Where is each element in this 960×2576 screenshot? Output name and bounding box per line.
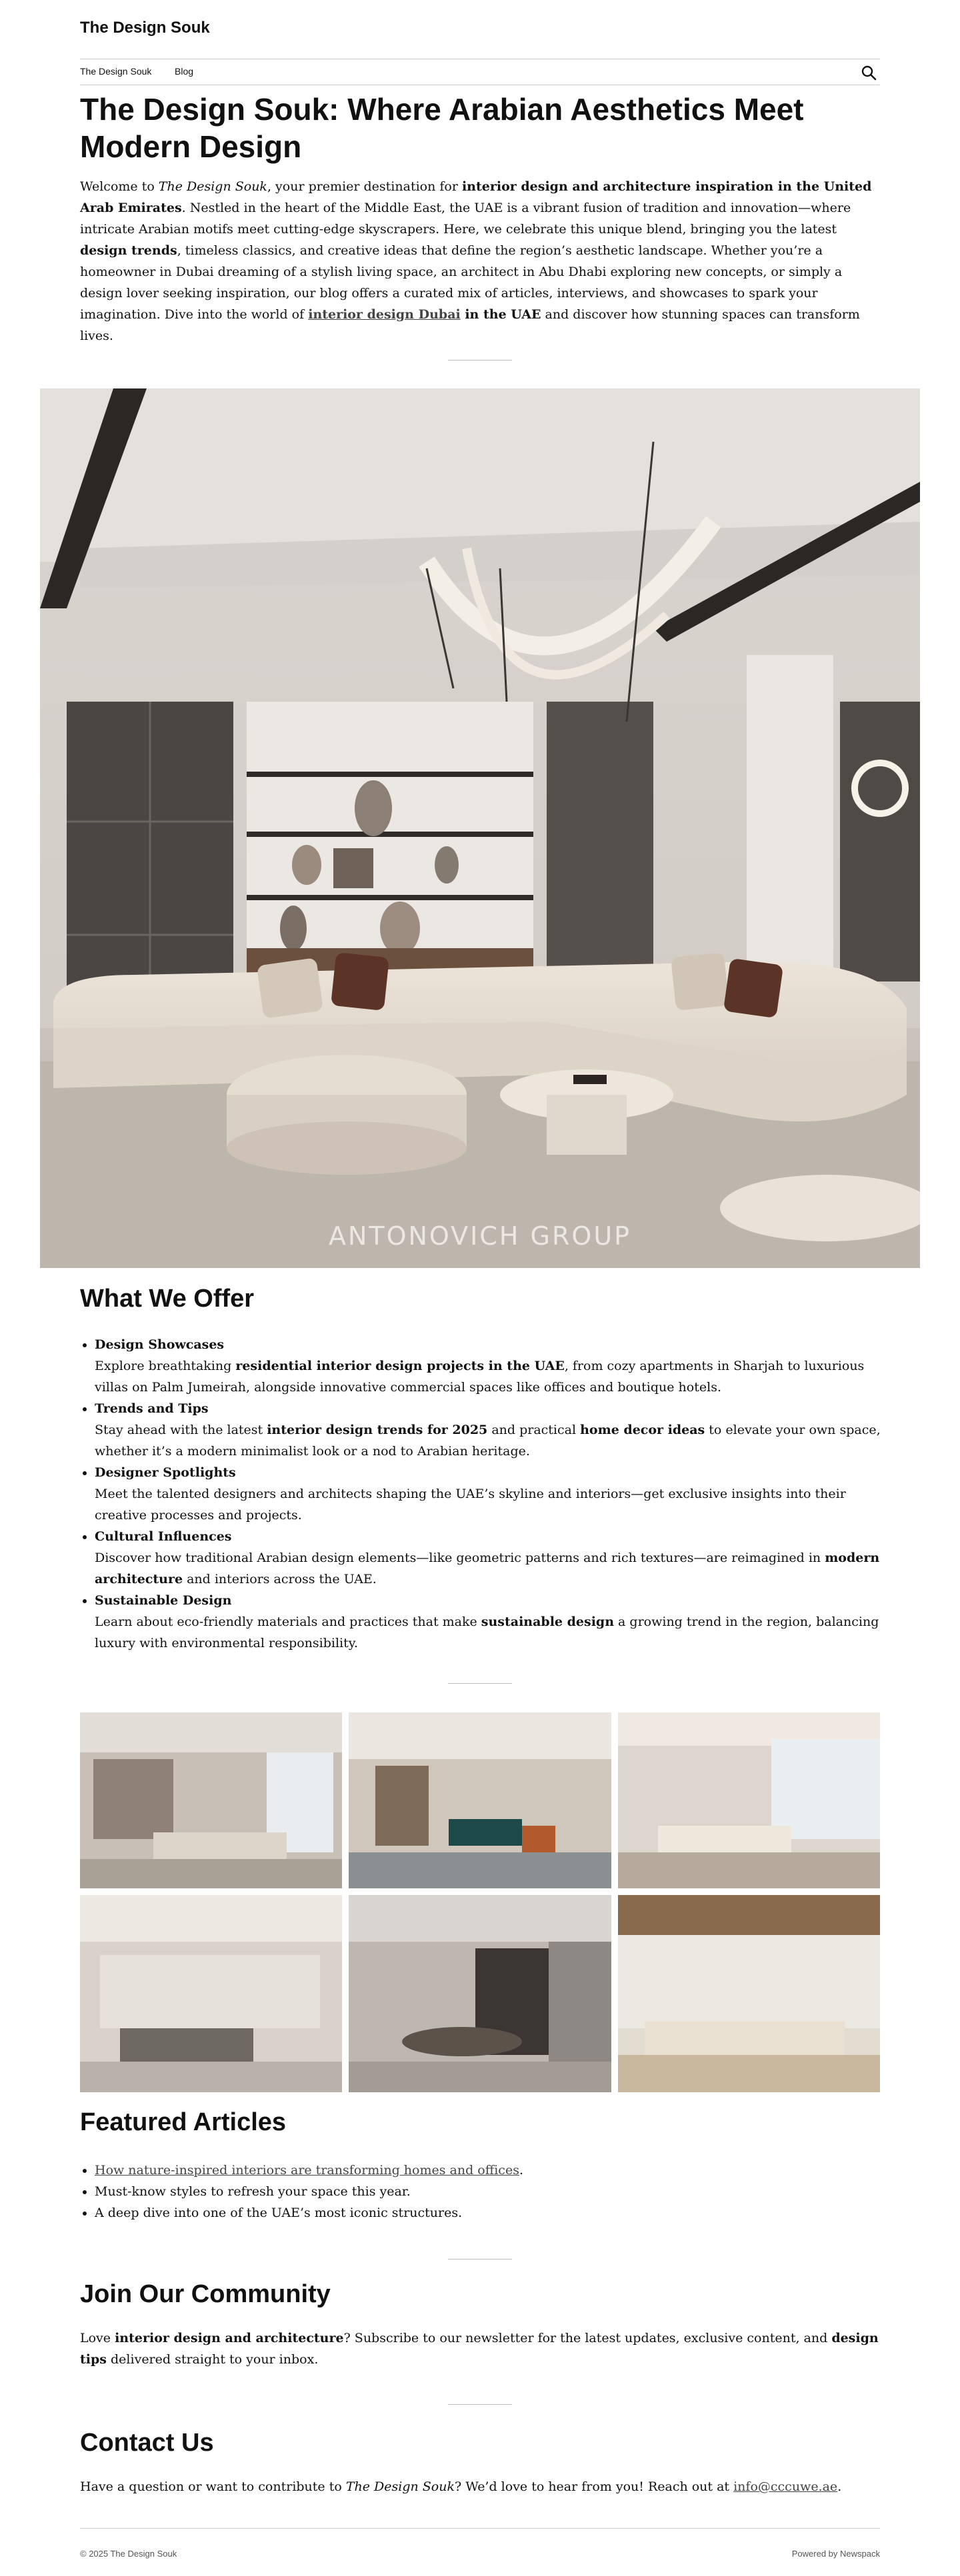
contact-email-link[interactable]: info@cccuwe.ae [733, 2479, 838, 2494]
separator [448, 2404, 512, 2405]
featured-article-link[interactable]: How nature-inspired interiors are transforming homes and offices [95, 2163, 519, 2178]
brand-name: The Design Souk [158, 179, 267, 194]
hero-watermark: ANTONOVICH GROUP [328, 1221, 632, 1251]
separator [448, 1683, 512, 1684]
powered-by-link[interactable]: Powered by Newspack [791, 2549, 880, 2559]
footer-copyright: © 2025 The Design Souk [80, 2549, 177, 2559]
list-item: • Sustainable Design Learn about eco-friendly materials and practices that make sustainable design a growing trend in the region, balancing luxury with environmental responsibility. [95, 1590, 895, 1654]
list-item: • Design Showcases Explore breathtaking residential interior design projects in the UAE, from cozy apartments in Sharjah to luxurious villas on Palm Jumeirah, alongside innovative commercial spaces like offices and boutique hotels. [95, 1334, 895, 1398]
list-item: • Cultural Influences Discover how traditional Arabian design elements—like geometric patterns and rich textures—are reimagined in modern architecture and interiors across the UAE. [95, 1526, 895, 1590]
nav-item-home[interactable]: The Design Souk [80, 66, 152, 77]
list-item: • A deep dive into one of the UAE’s most iconic structures. [95, 2202, 895, 2224]
offer-heading: What We Offer [80, 1285, 255, 1313]
gallery-image[interactable] [80, 1895, 342, 2092]
gallery-image[interactable] [618, 1712, 880, 1888]
list-item: • Must-know styles to refresh your space this year. [95, 2181, 895, 2202]
interior-design-dubai-link[interactable]: interior design Dubai [308, 307, 461, 322]
offer-list [80, 1334, 895, 1654]
hero-image [40, 388, 920, 1268]
contact-heading: Contact Us [80, 2429, 214, 2457]
gallery-image[interactable] [618, 1895, 880, 2092]
primary-nav [80, 59, 880, 85]
page-title: The Design Souk: Where Arabian Aesthetics Meet Modern Design [80, 92, 804, 164]
gallery-image[interactable] [80, 1712, 342, 1888]
featured-heading: Featured Articles [80, 2108, 287, 2136]
site-footer [80, 2528, 880, 2561]
search-icon[interactable] [860, 64, 877, 81]
list-item: • How nature-inspired interiors are transforming homes and offices. [95, 2160, 895, 2181]
join-heading: Join Our Community [80, 2280, 331, 2308]
site-title[interactable]: The Design Souk [80, 19, 210, 37]
list-item: • Trends and Tips Stay ahead with the latest interior design trends for 2025 and practical home decor ideas to elevate your own space, whether it’s a modern minimalist look or a nod to Arabian heritage. [95, 1398, 895, 1462]
intro-paragraph: Welcome to The Design Souk, your premier destination for interior design and architecture inspiration in the United Arab Emirates. Nestled in the heart of the Middle East, the UAE is a vibrant fusion of tradition and innovation—where intricate Arabian motifs meet cutting-edge skyscrapers. Here, we celebrate this unique blend, bringing you the latest design trends, timeless classics, and creative ideas that define the region’s aesthetic landscape. Whether you’re a homeowner in Dubai dreaming of a stylish living space, an architect in Abu Dhabi exploring new concepts, or simply a design lover seeking inspiration, our blog offers a curated mix of articles, interviews, and showcases to spark your imagination. Dive into the world of interior design Dubai in the UAE and discover how stunning spaces can transform lives. [80, 179, 872, 343]
list-item: • Designer Spotlights Meet the talented designers and architects shaping the UAE’s skyline and interiors—get exclusive insights into their creative processes and projects. [95, 1462, 895, 1526]
gallery-image[interactable] [349, 1712, 611, 1888]
gallery-image[interactable] [349, 1895, 611, 2092]
nav-item-blog[interactable]: Blog [175, 66, 194, 77]
contact-paragraph: Have a question or want to contribute to The Design Souk? We’d love to hear from you! Reach out at info@cccuwe.ae. [80, 2479, 842, 2494]
featured-list [80, 2160, 895, 2224]
join-paragraph: Love interior design and architecture? Subscribe to our newsletter for the latest updates, exclusive content, and design tips delivered straight to your inbox. [80, 2331, 879, 2367]
